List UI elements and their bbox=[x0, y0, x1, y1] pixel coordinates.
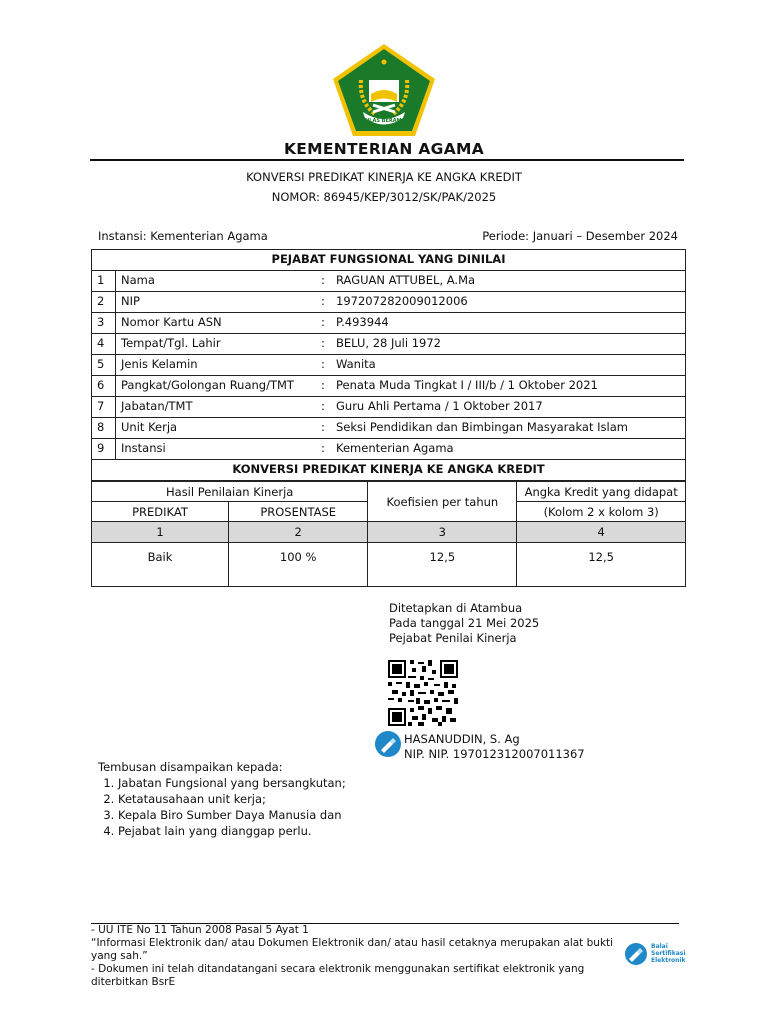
konversi-section-title: KONVERSI PREDIKAT KINERJA KE ANGKA KREDIT bbox=[92, 460, 686, 481]
signer-name: HASANUDDIN, S. Ag bbox=[404, 732, 520, 746]
row-number: 1 bbox=[92, 271, 116, 292]
column-number: 1 bbox=[92, 522, 229, 543]
list-item: 4. Pejabat lain yang dianggap perlu. bbox=[118, 823, 346, 839]
row-value: BELU, 28 Juli 1972 bbox=[331, 334, 686, 355]
column-number: 2 bbox=[229, 522, 368, 543]
hasil-header: Hasil Penilaian Kinerja bbox=[92, 482, 368, 502]
list-item: 1. Jabatan Fungsional yang bersangkutan; bbox=[118, 775, 346, 791]
koefisien-value: 12,5 bbox=[368, 543, 517, 587]
pejabat-section-title: PEJABAT FUNGSIONAL YANG DINILAI bbox=[92, 250, 686, 271]
column-number: 4 bbox=[517, 522, 686, 543]
signer-nip: NIP. NIP. 197012312007011367 bbox=[404, 747, 585, 761]
row-number: 6 bbox=[92, 376, 116, 397]
signature-place: Ditetapkan di Atambua bbox=[389, 601, 523, 615]
org-title: KEMENTERIAN AGAMA bbox=[283, 140, 485, 158]
column-number: 3 bbox=[368, 522, 517, 543]
table-row bbox=[92, 397, 686, 418]
row-separator: : bbox=[321, 355, 331, 376]
qr-code bbox=[388, 660, 458, 726]
row-separator: : bbox=[321, 397, 331, 418]
row-number: 8 bbox=[92, 418, 116, 439]
row-number: 4 bbox=[92, 334, 116, 355]
table-row bbox=[92, 334, 686, 355]
table-row bbox=[92, 271, 686, 292]
logo-motto: IKHLAS BERAMAL bbox=[359, 118, 409, 124]
table-row bbox=[92, 292, 686, 313]
prosentase-header: PROSENTASE bbox=[229, 502, 368, 522]
footer-line: “Informasi Elektronik dan/ atau Dokumen Elektronik dan/ atau hasil cetaknya merupakan alat bukti yang sah.” bbox=[91, 937, 614, 962]
table-row bbox=[92, 355, 686, 376]
footer-line: - UU ITE No 11 Tahun 2008 Pasal 5 Ayat 1 bbox=[91, 924, 309, 936]
row-value: Seksi Pendidikan dan Bimbingan Masyarakat Islam bbox=[331, 418, 686, 439]
row-label: Unit Kerja bbox=[116, 418, 322, 439]
tembusan-section bbox=[98, 759, 346, 839]
row-number: 3 bbox=[92, 313, 116, 334]
row-label: Tempat/Tgl. Lahir bbox=[116, 334, 322, 355]
signature-role: Pejabat Penilai Kinerja bbox=[389, 631, 517, 645]
tembusan-title: Tembusan disampaikan kepada: bbox=[98, 760, 283, 774]
row-label: Instansi bbox=[116, 439, 322, 460]
row-separator: : bbox=[321, 376, 331, 397]
table-row bbox=[92, 543, 686, 587]
prosentase-value: 100 % bbox=[229, 543, 368, 587]
angka-header: Angka Kredit yang didapat bbox=[517, 482, 686, 502]
table-row bbox=[92, 313, 686, 334]
row-separator: : bbox=[321, 292, 331, 313]
row-label: Pangkat/Golongan Ruang/TMT bbox=[116, 376, 322, 397]
doc-title: KONVERSI PREDIKAT KINERJA KE ANGKA KREDIT bbox=[246, 170, 522, 184]
predikat-header: PREDIKAT bbox=[92, 502, 229, 522]
footer-note bbox=[91, 924, 621, 989]
tembusan-list bbox=[98, 775, 346, 839]
row-value: 197207282009012006 bbox=[331, 292, 686, 313]
row-value: RAGUAN ATTUBEL, A.Ma bbox=[331, 271, 686, 292]
row-separator: : bbox=[321, 313, 331, 334]
list-item: 3. Kepala Biro Sumber Daya Manusia dan bbox=[118, 807, 346, 823]
title-divider bbox=[90, 159, 684, 161]
pejabat-table bbox=[91, 249, 686, 481]
row-separator: : bbox=[321, 271, 331, 292]
row-separator: : bbox=[321, 439, 331, 460]
doc-number: NOMOR: 86945/KEP/3012/SK/PAK/2025 bbox=[271, 190, 497, 204]
predikat-value: Baik bbox=[92, 543, 229, 587]
angka-kredit-value: 12,5 bbox=[517, 543, 686, 587]
row-label: Jenis Kelamin bbox=[116, 355, 322, 376]
row-value: Kementerian Agama bbox=[331, 439, 686, 460]
esign-icon bbox=[375, 731, 401, 757]
kemenag-logo bbox=[331, 42, 437, 138]
footer-line: - Dokumen ini telah ditandatangani secara elektronik menggunakan sertifikat elektronik yang diterbitkan BsrE bbox=[91, 963, 585, 988]
row-label: Nomor Kartu ASN bbox=[116, 313, 322, 334]
instansi-label: Instansi: Kementerian Agama bbox=[98, 229, 268, 243]
table-row bbox=[92, 376, 686, 397]
angka-subheader: (Kolom 2 x kolom 3) bbox=[517, 502, 686, 522]
row-separator: : bbox=[321, 334, 331, 355]
signature-date: Pada tanggal 21 Mei 2025 bbox=[389, 616, 540, 630]
row-value: Wanita bbox=[331, 355, 686, 376]
periode-label: Periode: Januari – Desember 2024 bbox=[482, 229, 678, 243]
row-label: Jabatan/TMT bbox=[116, 397, 322, 418]
row-label: Nama bbox=[116, 271, 322, 292]
koefisien-header: Koefisien per tahun bbox=[368, 482, 517, 522]
bsre-logo-text: Balai Sertifikasi Elektronik bbox=[651, 943, 686, 964]
row-number: 7 bbox=[92, 397, 116, 418]
row-number: 5 bbox=[92, 355, 116, 376]
table-row bbox=[92, 418, 686, 439]
row-value: Guru Ahli Pertama / 1 Oktober 2017 bbox=[331, 397, 686, 418]
row-separator: : bbox=[321, 418, 331, 439]
konversi-table bbox=[91, 481, 686, 587]
row-value: Penata Muda Tingkat I / III/b / 1 Oktober 2021 bbox=[331, 376, 686, 397]
row-number: 9 bbox=[92, 439, 116, 460]
row-value: P.493944 bbox=[331, 313, 686, 334]
row-label: NIP bbox=[116, 292, 322, 313]
list-item: 2. Ketatausahaan unit kerja; bbox=[118, 791, 346, 807]
table-row bbox=[92, 439, 686, 460]
row-number: 2 bbox=[92, 292, 116, 313]
